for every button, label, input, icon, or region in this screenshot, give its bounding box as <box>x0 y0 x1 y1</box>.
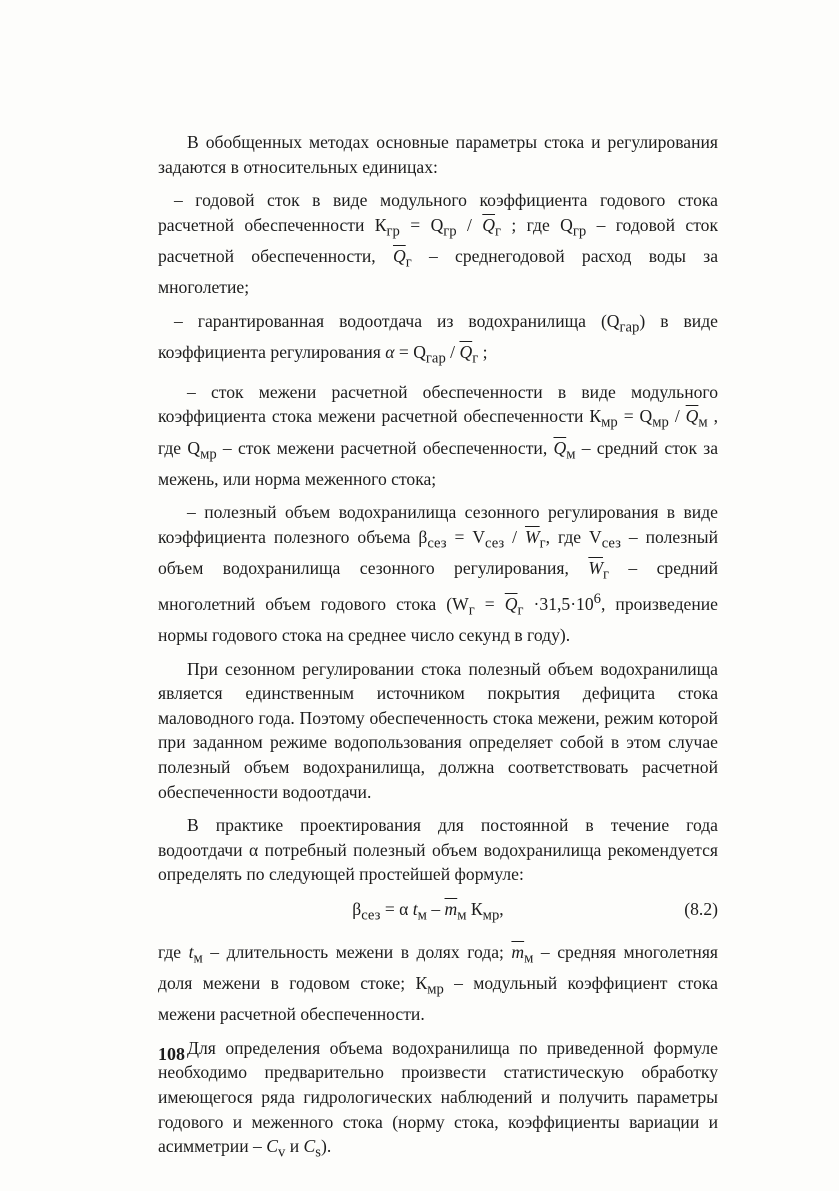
formula-number: (8.2) <box>684 898 718 919</box>
paragraph-seasonal-regulation: При сезонном регулировании стока полезный объем водохранилища является единственным источником покрытия дефицита стока маловодного года. Поэтому обеспеченность стока межени, режим которой при заданном режиме водопользования определяет собой в этом случае полезный объем водохранилища, должна соответствовать расчетной обеспеченности водоотдачи. <box>158 658 718 802</box>
paragraph-guaranteed-outflow: – гарантированная водоотдача из водохранилища $(Q_{гар})$ в виде коэффициента регулирования $\alpha = Q_{гар} / \overline{Q}_г$ ; <box>158 310 718 367</box>
paragraph-1: В обобщенных методах основные параметры стока и регулирования задаются в относительных единицах: <box>158 132 718 177</box>
formula-expression: $\beta_{сез} = \alpha$ $t_м - \overline{m}_м$ $К_{мр}$, <box>352 898 504 924</box>
paragraph-low-water-runoff: – сток межени расчетной обеспеченности в виде модульного коэффициента стока межени расчетной обеспеченности $К_{мр} = Q_{мр} / \overline{Q}_м$ , где $Q_{мр}$ – сток межени расчетной обеспеченности, $\overline{Q}_м$ – средний сток за межень, или норма меженного стока; <box>158 381 719 489</box>
page-body <box>158 130 718 1174</box>
paragraph-formula-legend: где $t_м$ – длительность межени в долях года; $\overline{m}_м$ – средняя многолетняя доля межени в годовом стоке; $К_{мр}$ – модульный коэффициент стока межени расчетной обеспеченности. <box>158 942 719 1025</box>
formula-row <box>158 897 718 928</box>
paragraph-annual-runoff: – годовой сток в виде модульного коэффициента годового стока расчетной обеспеченности $К_{гр} = Q_{гр} / \overline{Q}_г$ ; где $Q_{гр}$ – годовой сток расчетной обеспеченности, $\overline{Q}_г$ – среднегодовой расход воды за многолетие; <box>158 190 719 297</box>
paragraph-useful-volume: – полезный объем водохранилища сезонного регулирования в виде коэффициента полезного объема $\beta_{сез} = V_{сез} / \overline{W}_г$, где $V_{сез}$ – полезный объем водохранилища сезонного регулирования, $\overline{W}_г$ – средний многолетний объем годового стока ($W_г = \overline{Q}_г \cdot 31,5\cdot 10^6$, произведение нормы годового стока на среднее число секунд в году). <box>158 502 718 645</box>
paragraph-statistics: Для определения объема водохранилища по приведенной формуле необходимо предварительно произвести статистическую обработку имеющегося ряда гидрологических наблюдений и получить параметры годового и меженного стока (норму стока, коэффициенты вариации и асимметрии – $C_v$ и $C_s$). <box>158 1037 718 1161</box>
paragraph-design-practice: В практике проектирования для постоянной в течение года водоотдачи α потребный полезный объем водохранилища рекомендуется определять по следующей простейшей формуле: <box>158 815 718 885</box>
page-number: 108 <box>158 1044 185 1064</box>
